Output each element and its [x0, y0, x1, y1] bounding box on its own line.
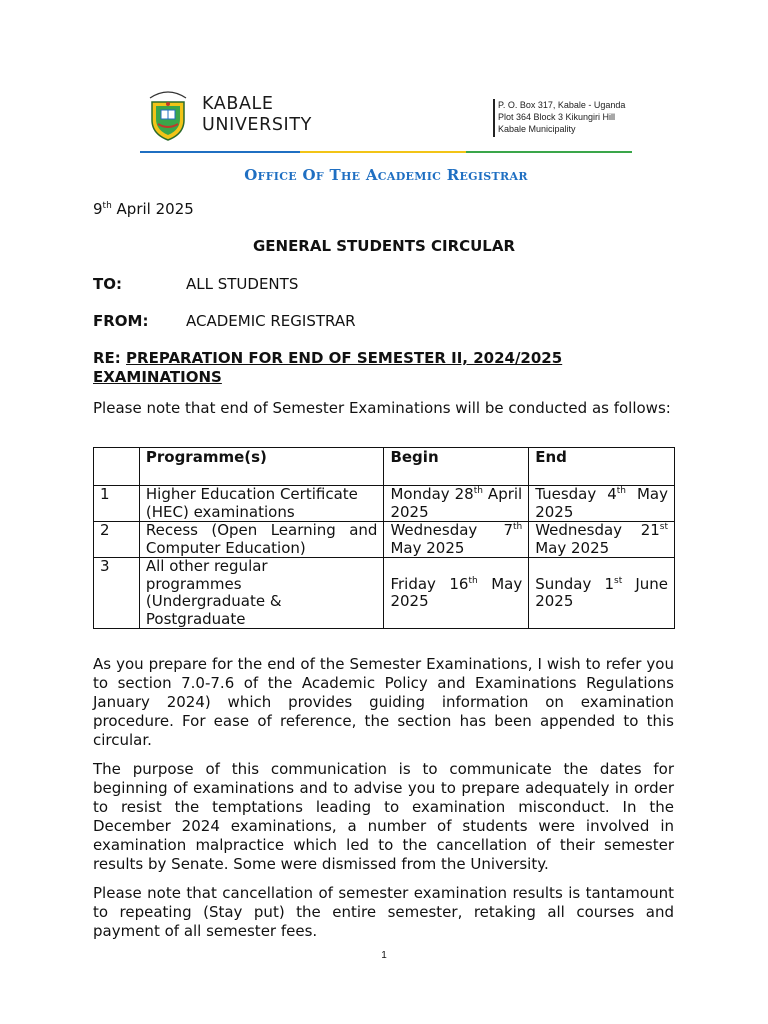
end-cell: Wednesday 21st May 2025	[529, 522, 675, 558]
intro-paragraph: Please note that end of Semester Examinations will be conducted as follows:	[93, 399, 671, 417]
begin-cell: Monday 28th April 2025	[384, 486, 529, 522]
programme-cell: All other regular programmes (Undergraduate & Postgraduate	[139, 558, 384, 629]
circular-date: 9th April 2025	[93, 200, 194, 218]
row-number: 3	[94, 558, 140, 629]
to-value: ALL STUDENTS	[186, 275, 299, 293]
from-label: FROM:	[93, 312, 149, 330]
header-cell: Programme(s)	[139, 448, 384, 486]
page-number: 1	[381, 950, 387, 961]
table-row	[94, 558, 675, 629]
table-row	[94, 522, 675, 558]
address-line: P. O. Box 317, Kabale - Uganda	[498, 100, 626, 110]
rule-yellow	[300, 151, 466, 153]
header-cell: End	[529, 448, 675, 486]
row-number: 1	[94, 486, 140, 522]
subject-line: RE: PREPARATION FOR END OF SEMESTER II, 2024/2025 EXAMINATIONS	[93, 349, 563, 386]
end-cell: Tuesday 4th May 2025	[529, 486, 675, 522]
row-number: 2	[94, 522, 140, 558]
to-label: TO:	[93, 275, 122, 293]
university-name-line1: KABALE	[202, 94, 274, 114]
header-cell: Begin	[384, 448, 529, 486]
address-line: Plot 364 Block 3 Kikungiri Hill	[498, 112, 616, 122]
rule-blue	[140, 151, 300, 153]
programme-cell: Higher Education Certificate (HEC) examinations	[139, 486, 384, 522]
begin-cell: Friday 16th May 2025	[384, 558, 529, 629]
address-line: Kabale Municipality	[498, 124, 576, 134]
university-seal-icon	[144, 88, 192, 142]
office-title: Office Of The Academic Registrar	[244, 166, 528, 184]
table-header-row	[94, 448, 675, 486]
body-paragraph: As you prepare for the end of the Semester Examinations, I wish to refer you to section 7.0-7.6 of the Academic Policy and Examinations Regulations January 2024) which provides guiding information on examination procedure. For ease of reference, the section has been appended to this circular.	[93, 655, 674, 749]
from-value: ACADEMIC REGISTRAR	[186, 312, 356, 330]
university-name	[202, 94, 312, 136]
header-cell	[94, 448, 140, 486]
address-divider	[493, 99, 495, 137]
address-block	[498, 99, 625, 135]
body-paragraph: Please note that cancellation of semester examination results is tantamount to repeating (Stay put) the entire semester, retaking all courses and payment of all semester fees.	[93, 884, 674, 940]
exam-schedule-table	[93, 447, 675, 629]
rule-green	[466, 151, 632, 153]
body-paragraph: The purpose of this communication is to communicate the dates for beginning of examinations and to advise you to prepare adequately in order to resist the temptations leading to examination misconduct. In the December 2024 examinations, a number of students were involved in examination malpractice which led to the cancellation of their semester results by Senate. Some were dismissed from the University.	[93, 760, 674, 873]
programme-cell: Recess (Open Learning and Computer Education)	[139, 522, 384, 558]
subject-text: PREPARATION FOR END OF SEMESTER II, 2024/2025 EXAMINATIONS	[93, 349, 563, 386]
circular-heading: GENERAL STUDENTS CIRCULAR	[252, 237, 516, 255]
table-row	[94, 486, 675, 522]
university-name-line2: UNIVERSITY	[202, 115, 312, 135]
begin-cell: Wednesday 7th May 2025	[384, 522, 529, 558]
end-cell: Sunday 1st June 2025	[529, 558, 675, 629]
letterhead	[116, 70, 636, 190]
